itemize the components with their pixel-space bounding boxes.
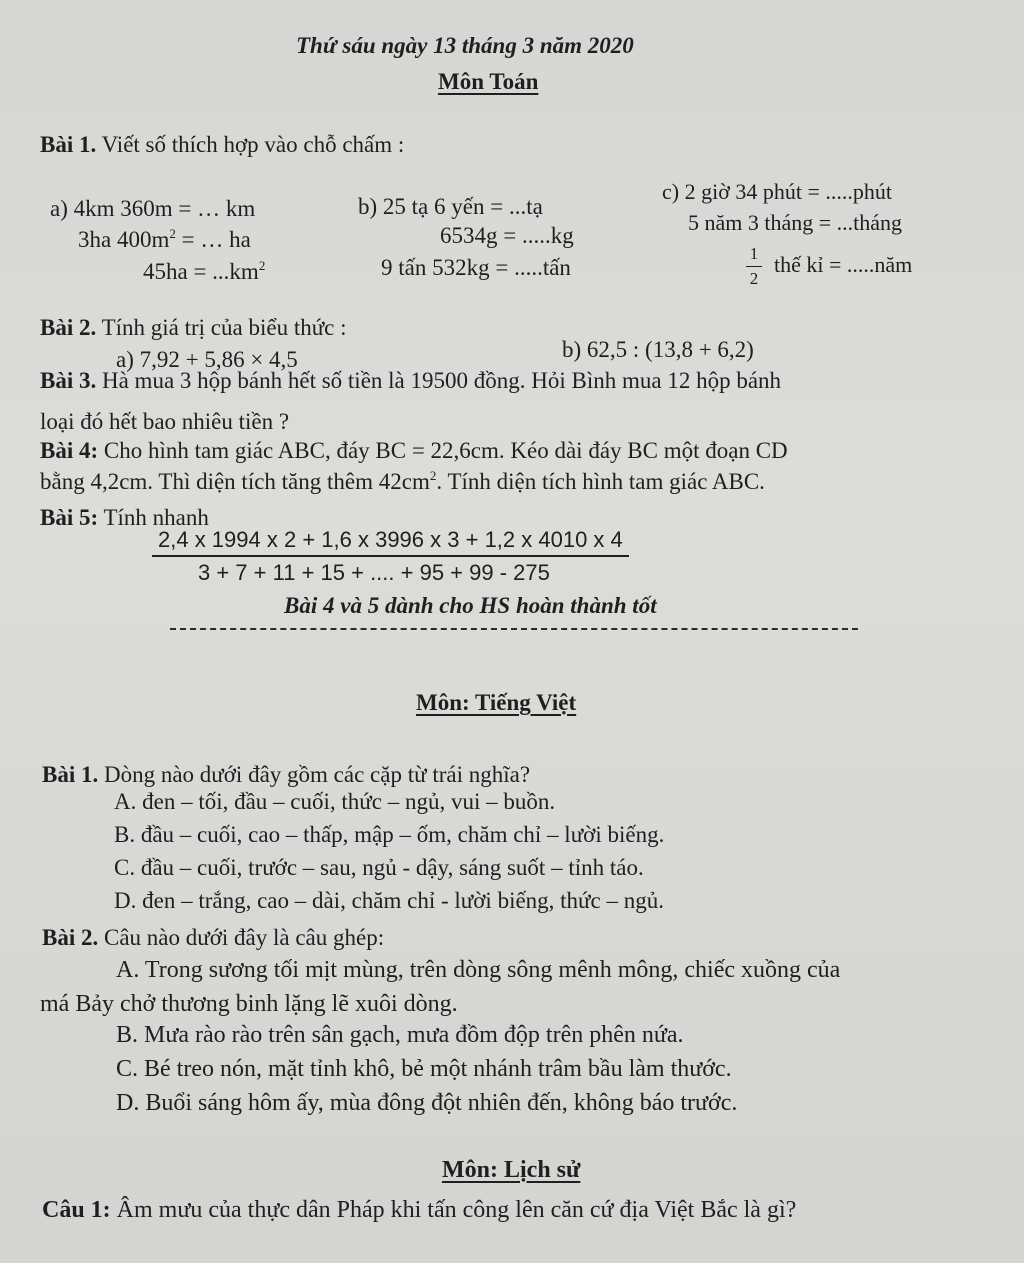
bai5-denominator: 3 + 7 + 11 + 15 + .... + 95 + 99 - 275	[198, 560, 550, 585]
tv-bai1-heading: Bài 1. Dòng nào dưới đây gồm các cặp từ trái nghĩa?	[42, 762, 531, 787]
math-bai4-line1: Bài 4: Cho hình tam giác ABC, đáy BC = 22,6cm. Kéo dài đáy BC một đoạn CD	[40, 438, 788, 463]
tv-bai2-option-b: B. Mưa rào rào trên sân gạch, mưa đồm độp trên phên nứa.	[116, 1022, 684, 1048]
math-bai5-heading: Bài 5: Tính nhanh	[40, 505, 209, 530]
math-bai1-c3: thế kỉ = .....năm	[774, 252, 913, 277]
tv-bai2-heading: Bài 2. Câu nào dưới đây là câu ghép:	[42, 925, 385, 950]
tv-bai2-option-a-line2: má Bảy chở thương binh lặng lẽ xuôi dòng.	[40, 991, 458, 1017]
math-bai1-b2: 6534g = .....kg	[440, 223, 574, 248]
tv-bai1-option-d: D. đen – trắng, cao – dài, chăm chỉ - lười biếng, thức – ngủ.	[114, 888, 664, 913]
math-bai1-a1: a) 4km 360m = … km	[50, 196, 256, 221]
bai5-numerator: 2,4 x 1994 x 2 + 1,6 x 3996 x 3 + 1,2 x 4010 x 4	[152, 527, 629, 557]
math-bai2-b: b) 62,5 : (13,8 + 6,2)	[562, 337, 754, 362]
half-fraction: 1 2	[746, 244, 762, 289]
bai5-fraction	[152, 527, 629, 586]
math-bai1-heading: Bài 1. Viết số thích hợp vào chỗ chấm :	[40, 132, 405, 157]
tv-bai1-option-a: A. đen – tối, đầu – cuối, thức – ngủ, vui – buồn.	[114, 789, 556, 814]
history-subject-heading: Môn: Lịch sử	[442, 1157, 581, 1183]
math-bai3-line2: loại đó hết bao nhiêu tiền ?	[40, 409, 290, 434]
tv-bai2-option-d: D. Buổi sáng hôm ấy, mùa đông đột nhiên đến, không báo trước.	[116, 1090, 738, 1116]
tv-bai2-option-c: C. Bé treo nón, mặt tỉnh khô, bẻ một nhánh trâm bầu làm thước.	[116, 1056, 732, 1082]
math-bai1-c2: 5 năm 3 tháng = ...tháng	[688, 210, 903, 235]
math-bai4-line2: bằng 4,2cm. Thì diện tích tăng thêm $42cm^2$. Tính diện tích hình tam giác ABC.	[40, 468, 765, 494]
math-bai1-b1: b) 25 tạ 6 yến = ...tạ	[358, 194, 543, 219]
math-bai1-a2: 3ha $400m^2$ = … ha	[78, 226, 251, 252]
math-bai1-c1: c) 2 giờ 34 phút = .....phút	[662, 179, 892, 204]
history-question-1: Câu 1: Âm mưu của thực dân Pháp khi tấn công lên căn cứ địa Việt Bắc là gì?	[42, 1197, 797, 1223]
math-bai1-a3: $45ha = ...km^2$	[143, 258, 266, 284]
math-subject-heading: Môn Toán	[438, 69, 539, 94]
vietnamese-subject-heading: Môn: Tiếng Việt	[416, 690, 577, 715]
date-heading: Thứ sáu ngày 13 tháng 3 năm 2020	[296, 33, 634, 58]
math-bai2-heading: Bài 2. Tính giá trị của biểu thức :	[40, 315, 347, 340]
tv-bai1-option-c: C. đầu – cuối, trước – sau, ngủ - dậy, sáng suốt – tỉnh táo.	[114, 855, 644, 880]
math-bai1-b3: 9 tấn 532kg = .....tấn	[381, 255, 571, 280]
section-divider	[170, 628, 858, 630]
tv-bai1-option-b: B. đầu – cuối, cao – thấp, mập – ốm, chăm chỉ – lười biếng.	[114, 822, 665, 847]
math-bai3-line1: Bài 3. Hà mua 3 hộp bánh hết số tiền là 19500 đồng. Hỏi Bình mua 12 hộp bánh	[40, 368, 782, 393]
tv-bai2-option-a-line1: A. Trong sương tối mịt mùng, trên dòng sông mênh mông, chiếc xuồng của	[116, 957, 841, 983]
math-bai2-a: a) 7,92 + 5,86 × 4,5	[116, 347, 298, 372]
math-note: Bài 4 và 5 dành cho HS hoàn thành tốt	[284, 593, 657, 618]
